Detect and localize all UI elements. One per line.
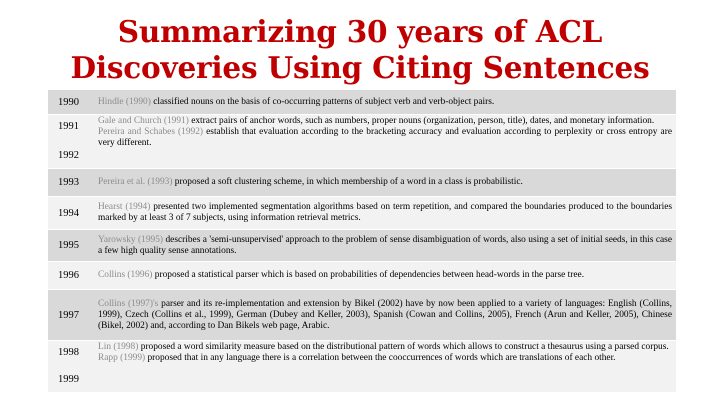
row-year: 1992 <box>58 150 79 161</box>
row-description <box>98 270 676 281</box>
row-author: Yarowsky (1995) <box>98 234 164 245</box>
row-year: 1991 <box>58 121 79 132</box>
row-year: 1996 <box>58 270 79 281</box>
row-author: Rapp (1999) <box>98 353 146 363</box>
table-row <box>48 90 676 114</box>
row-text: proposed a word similarity measure based on the distributional pattern of words which allows to construct a thesaurus using a parsed corpus. <box>138 342 669 352</box>
row-year: 1997 <box>58 309 79 321</box>
row-year: 1995 <box>58 240 79 251</box>
discoveries-table <box>48 90 676 392</box>
row-year: 1999 <box>58 374 79 385</box>
row-entry-1998 <box>98 342 672 353</box>
row-year: 1994 <box>58 207 79 219</box>
table-row-group <box>48 115 676 168</box>
title-line-2: Discoveries Using Citing Sentences <box>70 50 650 85</box>
row-author: Hindle (1990) <box>98 96 151 107</box>
table-row <box>48 169 676 196</box>
table-row-group <box>48 341 676 392</box>
row-description <box>98 202 676 224</box>
row-text: parser and its re-implementation and extension by Bikel (2002) have by now been applied to a variety of languages: English (Collins, 1999), Czech (Collins et al., 1999), German (Dubey and Keller, 2003), Spanish (Cowan and Collins, 2005), French (Arun and Keller, 2005), Chinese (Bikel, 2002) and, according to Dan Bikels web page, Arabic. <box>98 298 673 331</box>
table-row <box>48 230 676 261</box>
row-text: describes a 'semi-unsupervised' approach to the problem of sense disambiguation of words, also using a set of initial seeds, in this case a few high quality sense annotations. <box>98 234 672 256</box>
row-text: proposed that in any language there is a correlation between the cooccurrences of words which are translations of each other. <box>145 353 616 363</box>
row-year: 1990 <box>58 96 79 108</box>
table-row <box>48 262 676 289</box>
row-author: Lin (1998) <box>98 342 139 352</box>
row-description <box>98 235 676 257</box>
row-entry-1999 <box>98 353 672 364</box>
row-author: Pereira et al. (1993) <box>98 177 173 187</box>
title-line-1: Summarizing 30 years of ACL <box>117 14 603 49</box>
table-row <box>48 290 676 340</box>
row-author: Collins (1997)'s <box>98 298 159 309</box>
row-description <box>98 97 676 108</box>
row-author: Gale and Church (1991) <box>98 116 189 126</box>
row-author: Collins (1996) <box>98 270 153 280</box>
row-text: extract pairs of anchor words, such as numbers, proper nouns (organization, person, title), dates, and monetary information. <box>188 116 655 126</box>
row-year: 1993 <box>58 177 79 188</box>
table-row <box>48 197 676 229</box>
row-text: presented two implemented segmentation algorithms based on term repetition, and compared the boundaries produced to the boundaries marked by at least 3 of 7 subjects, using information retrieval metrics. <box>98 202 672 223</box>
row-description <box>98 299 676 332</box>
slide-title <box>0 14 720 86</box>
row-description <box>98 177 676 188</box>
row-year: 1998 <box>58 347 79 358</box>
row-text: establish that evaluation according to the bracketing accuracy and evaluation according to perplexity or cross entropy are very different. <box>98 127 672 148</box>
row-description <box>98 115 676 149</box>
row-text: classified nouns on the basis of co-occurring patterns of subject verb and verb-object pairs. <box>150 96 495 107</box>
row-text: proposed a soft clustering scheme, in which membership of a word in a class is probabilistic. <box>172 177 523 187</box>
row-text: proposed a statistical parser which is based on probabilities of dependencies between head-words in the parse tree. <box>152 270 585 280</box>
row-author: Pereira and Schabes (1992) <box>98 127 204 137</box>
row-entry-1991 <box>98 116 672 127</box>
row-entry-1992 <box>98 127 672 149</box>
row-author: Hearst (1994) <box>98 202 151 212</box>
row-description <box>98 341 676 364</box>
